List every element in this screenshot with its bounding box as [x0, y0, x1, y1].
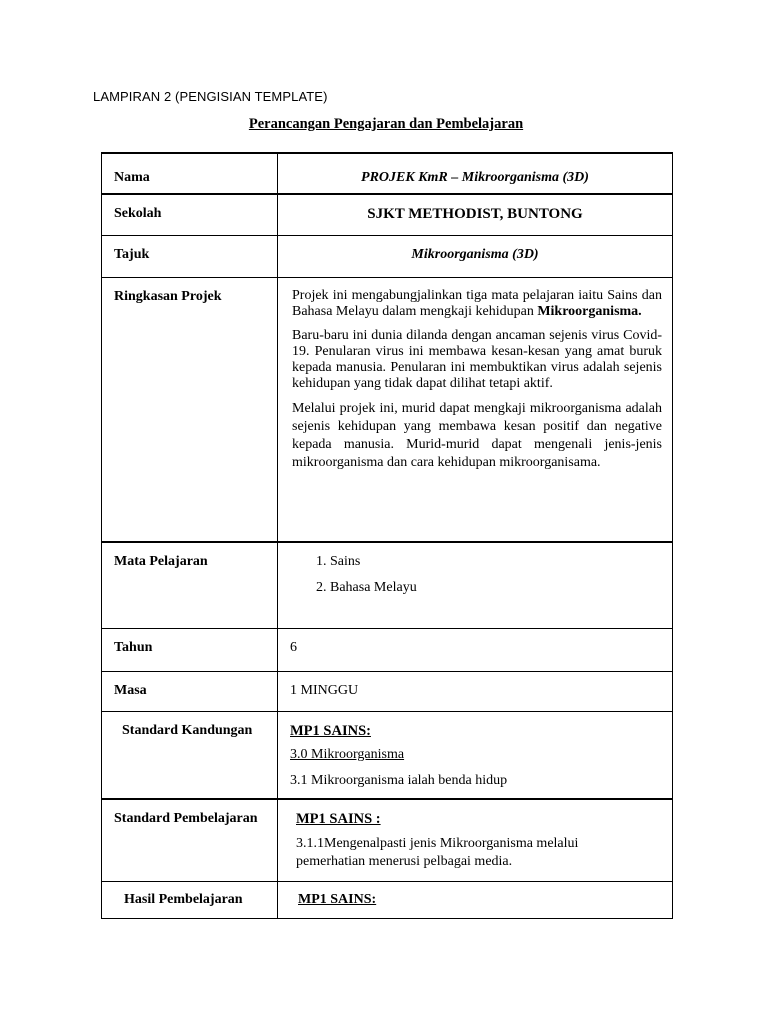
- value-hasil-pembelajaran: [278, 881, 673, 918]
- document-subtitle: Perancangan Pengajaran dan Pembelajaran: [248, 116, 524, 132]
- label-mata-pelajaran: Mata Pelajaran: [102, 542, 278, 628]
- label-tajuk: Tajuk: [102, 235, 278, 277]
- value-standard-pembelajaran: [278, 799, 673, 881]
- row-masa: [102, 671, 673, 711]
- ringkasan-paragraph-1: Projek ini mengabungjalinkan tiga mata pelajaran iaitu Sains dan Bahasa Melayu dalam mengkaji kehidupan Mikroorganisma.: [292, 287, 662, 319]
- pembelajaran-text: 3.1.1Mengenalpasti jenis Mikroorganisma melalui pemerhatian menerusi pelbagai media.: [296, 836, 579, 869]
- value-standard-kandungan: [278, 711, 673, 799]
- row-sekolah: [102, 194, 673, 235]
- row-standard-kandungan: [102, 711, 673, 799]
- planning-form-table: [101, 152, 673, 919]
- value-masa: 1 MINGGU: [278, 671, 673, 711]
- kandungan-title: MP1 SAINS:: [290, 722, 371, 739]
- document-heading: LAMPIRAN 2 (PENGISIAN TEMPLATE): [93, 89, 328, 104]
- label-ringkasan-projek: Ringkasan Projek: [102, 277, 278, 542]
- hasil-title: MP1 SAINS:: [298, 891, 377, 907]
- label-sekolah: Sekolah: [102, 194, 278, 235]
- row-tajuk: [102, 235, 673, 277]
- row-hasil-pembelajaran: [102, 881, 673, 918]
- pembelajaran-title: MP1 SAINS :: [296, 811, 381, 827]
- value-sekolah: SJKT METHODIST, BUNTONG: [278, 194, 673, 235]
- row-standard-pembelajaran: [102, 799, 673, 881]
- row-ringkasan-projek: [102, 277, 673, 542]
- row-nama: [102, 153, 673, 194]
- ringkasan-paragraph-3: Melalui projek ini, murid dapat mengkaji mikroorganisma adalah sejenis kehidupan yang membawa kesan positif dan negative kepada manusia. Murid-murid dapat mengenali jenis-jenis mikroorganisma dan cara kehidupan mikroorganisama.: [292, 400, 662, 470]
- label-tahun: Tahun: [102, 628, 278, 671]
- row-mata-pelajaran: [102, 542, 673, 628]
- ringkasan-paragraph-2: Baru-baru ini dunia dilanda dengan ancaman sejenis virus Covid-19. Penularan virus ini membawa kesan-kesan yang amat buruk kepada manusia. Penularan ini membuktikan virus adalah sejenis kehidupan yang tidak dapat dilihat tetapi aktif.: [292, 327, 662, 391]
- row-tahun: [102, 628, 673, 671]
- label-masa: Masa: [102, 671, 278, 711]
- subject-item: 2. Bahasa Melayu: [316, 580, 417, 595]
- kandungan-line-2: 3.1 Mikroorganisma ialah benda hidup: [290, 772, 508, 788]
- label-standard-pembelajaran: Standard Pembelajaran: [102, 799, 278, 881]
- label-nama: Nama: [102, 153, 278, 194]
- label-hasil-pembelajaran: Hasil Pembelajaran: [102, 881, 278, 918]
- value-mata-pelajaran: [278, 542, 673, 628]
- value-tajuk: Mikroorganisma (3D): [278, 235, 673, 277]
- label-standard-kandungan: Standard Kandungan: [102, 711, 278, 799]
- value-ringkasan-projek: [278, 277, 673, 542]
- kandungan-line-1: 3.0 Mikroorganisma: [290, 746, 405, 762]
- subject-item: 1. Sains: [316, 554, 361, 569]
- value-tahun: 6: [278, 628, 673, 671]
- value-nama: PROJEK KmR – Mikroorganisma (3D): [278, 153, 673, 194]
